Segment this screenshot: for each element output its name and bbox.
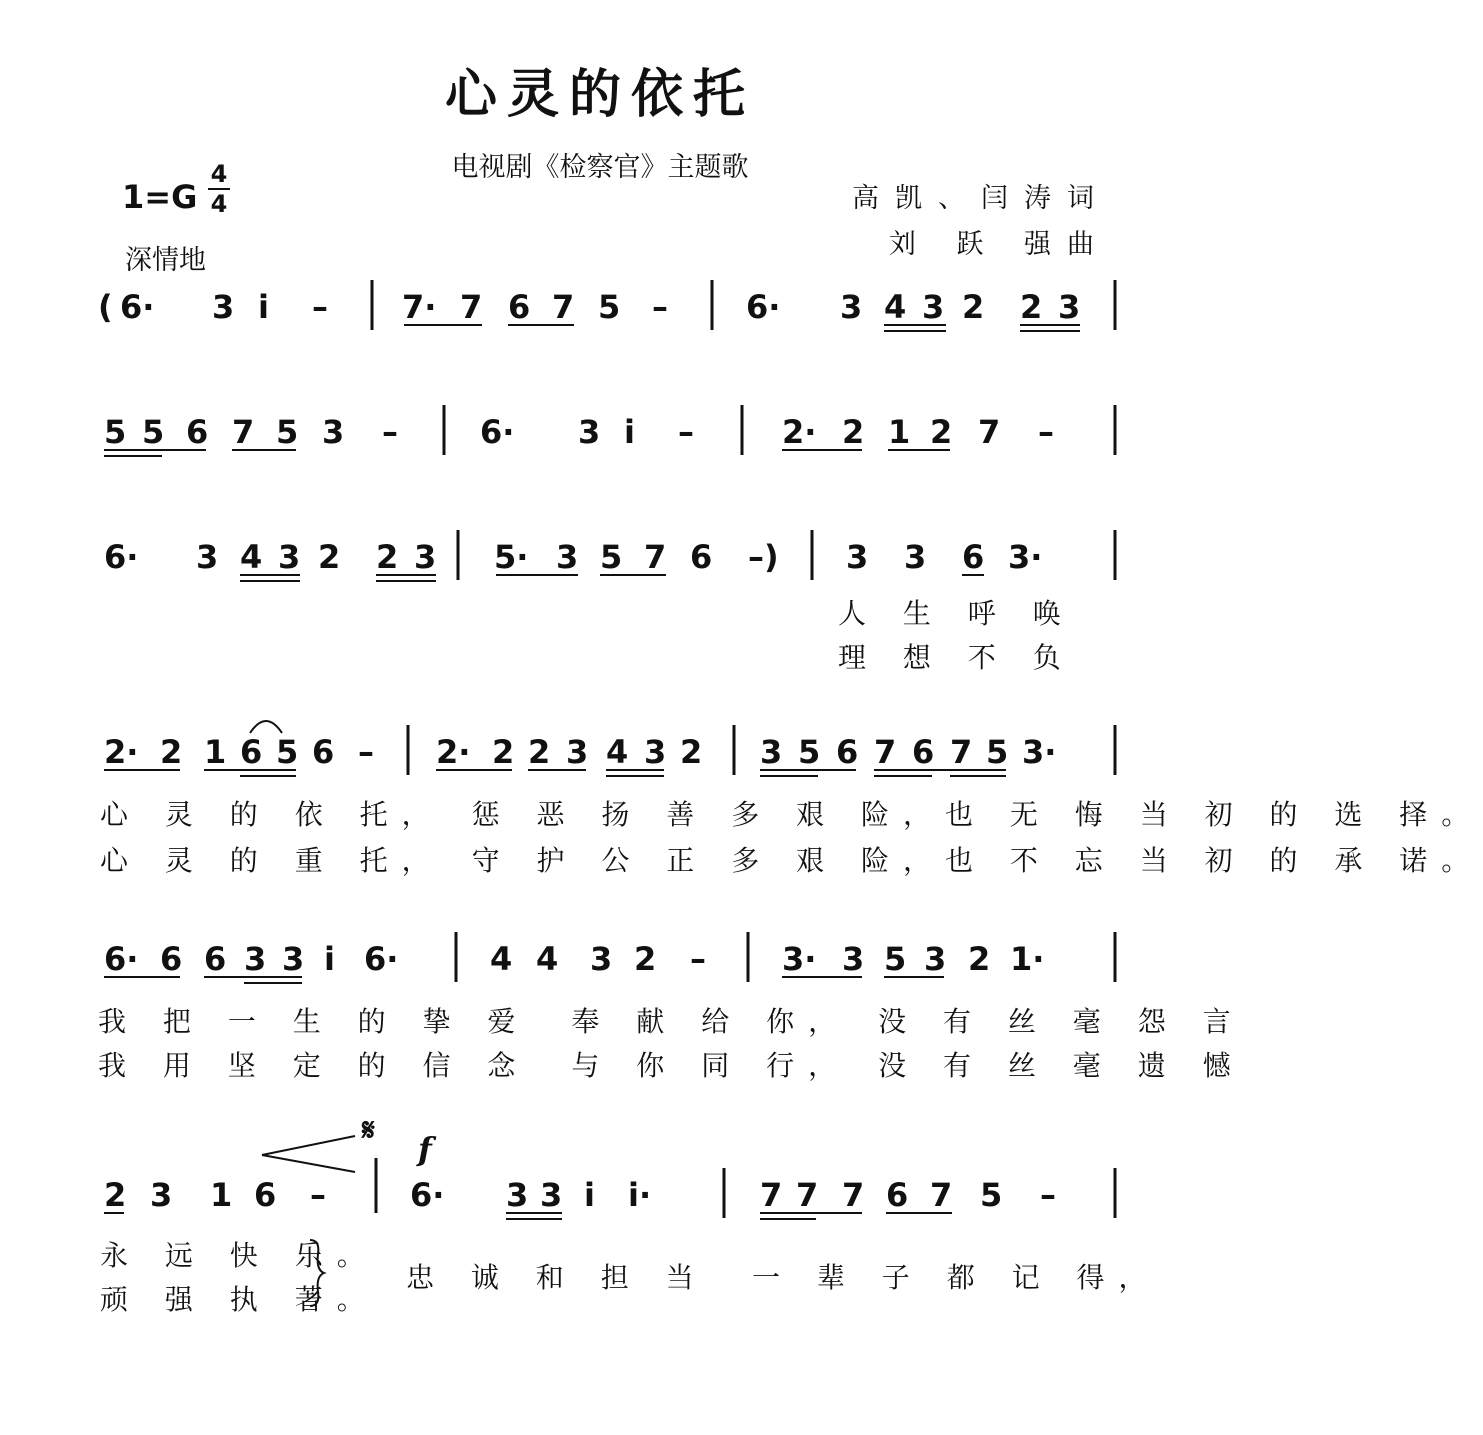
svg-text:6·: 6· xyxy=(410,1176,445,1214)
svg-text:2: 2 xyxy=(968,940,991,978)
svg-text:3: 3 xyxy=(1058,288,1081,326)
svg-text:–: – xyxy=(310,1176,326,1214)
svg-text:2: 2 xyxy=(376,538,399,576)
svg-text:3: 3 xyxy=(904,538,927,576)
svg-text:5: 5 xyxy=(142,413,165,451)
svg-text:7: 7 xyxy=(760,1176,783,1214)
svg-text:4: 4 xyxy=(490,940,513,978)
svg-text:1: 1 xyxy=(888,413,911,451)
lyric-line: 一 辈 子 都 记 得， xyxy=(752,1261,1161,1294)
svg-text:3: 3 xyxy=(244,940,267,978)
svg-text:3: 3 xyxy=(414,538,437,576)
svg-text:3: 3 xyxy=(196,538,219,576)
notation-line-3 xyxy=(0,520,1200,600)
music-system-5 xyxy=(0,922,1245,1082)
svg-text:5·: 5· xyxy=(494,538,529,576)
svg-text:3: 3 xyxy=(922,288,945,326)
svg-text:3: 3 xyxy=(322,413,345,451)
svg-text:6: 6 xyxy=(508,288,531,326)
svg-text:6·: 6· xyxy=(364,940,399,978)
tempo-marking: 深情地 xyxy=(125,245,206,276)
svg-text:3: 3 xyxy=(506,1176,529,1214)
svg-text:6·: 6· xyxy=(104,538,139,576)
svg-text:3: 3 xyxy=(278,538,301,576)
svg-text:–: – xyxy=(1040,1176,1056,1214)
svg-text:7: 7 xyxy=(930,1176,953,1214)
music-system-3 xyxy=(0,520,1200,674)
svg-text:5: 5 xyxy=(798,733,821,771)
svg-text:2: 2 xyxy=(528,733,551,771)
lyric-line: 人 生 呼 唤 xyxy=(838,597,1075,630)
svg-text:7: 7 xyxy=(978,413,1001,451)
svg-text:4: 4 xyxy=(606,733,629,771)
lyric-line: 忠 诚 和 担 当 xyxy=(406,1261,708,1294)
svg-text:7·: 7· xyxy=(402,288,437,326)
music-system-6 xyxy=(0,1113,1200,1316)
svg-text:3·: 3· xyxy=(1008,538,1043,576)
lyric-line: 心 灵 的 重 托， 守 护 公 正 多 艰 险，也 不 忘 当 初 的 承 诺。 xyxy=(100,844,1483,877)
lyric-line: 永 远 快 乐。 xyxy=(100,1239,379,1272)
svg-text:1: 1 xyxy=(204,733,227,771)
music-system-4 xyxy=(0,715,1483,877)
composer-credit: 刘 跃 强曲 xyxy=(888,229,1110,260)
notation-line-2 xyxy=(0,395,1200,475)
svg-text:1·: 1· xyxy=(1010,940,1045,978)
svg-text:3: 3 xyxy=(566,733,589,771)
svg-text:6: 6 xyxy=(160,940,183,978)
svg-text:7: 7 xyxy=(796,1176,819,1214)
svg-text:6: 6 xyxy=(312,733,335,771)
svg-text:2: 2 xyxy=(1020,288,1043,326)
svg-text:6·: 6· xyxy=(480,413,515,451)
notation-line-6 xyxy=(0,1158,1200,1238)
time-signature-bottom: 4 xyxy=(210,190,228,218)
verse-brace xyxy=(306,1238,326,1308)
svg-text:7: 7 xyxy=(460,288,483,326)
svg-text:3: 3 xyxy=(212,288,235,326)
svg-text:3·: 3· xyxy=(782,940,817,978)
svg-text:i: i xyxy=(584,1176,595,1214)
svg-text:3: 3 xyxy=(540,1176,563,1214)
svg-text:2: 2 xyxy=(104,1176,127,1214)
svg-text:2·: 2· xyxy=(436,733,471,771)
lyric-line: 心 灵 的 依 托， 惩 恶 扬 善 多 艰 险，也 无 悔 当 初 的 选 择。 xyxy=(100,798,1483,831)
svg-text:6: 6 xyxy=(240,733,263,771)
svg-text:–: – xyxy=(652,288,668,326)
svg-text:3: 3 xyxy=(150,1176,173,1214)
svg-text:7: 7 xyxy=(950,733,973,771)
svg-text:3: 3 xyxy=(840,288,863,326)
svg-text:5: 5 xyxy=(980,1176,1003,1214)
lyric-line: 理 想 不 负 xyxy=(838,641,1075,674)
svg-text:2: 2 xyxy=(634,940,657,978)
svg-text:6: 6 xyxy=(186,413,209,451)
svg-text:5: 5 xyxy=(276,413,299,451)
svg-text:2: 2 xyxy=(160,733,183,771)
svg-text:6·: 6· xyxy=(746,288,781,326)
svg-text:i: i xyxy=(324,940,335,978)
svg-text:3: 3 xyxy=(578,413,601,451)
svg-text:7: 7 xyxy=(232,413,255,451)
song-subtitle: 电视剧《检察官》主题歌 xyxy=(451,152,749,183)
svg-text:2: 2 xyxy=(930,413,953,451)
svg-text:5: 5 xyxy=(884,940,907,978)
song-title: 心灵的依托 xyxy=(444,64,755,125)
segno-sign: 𝄋 xyxy=(362,1113,375,1148)
svg-text:5: 5 xyxy=(600,538,623,576)
svg-text:i·: i· xyxy=(628,1176,652,1214)
svg-text:6: 6 xyxy=(912,733,935,771)
time-signature xyxy=(204,160,234,218)
svg-text:–: – xyxy=(358,733,374,771)
svg-text:3: 3 xyxy=(760,733,783,771)
svg-text:3: 3 xyxy=(282,940,305,978)
svg-text:i: i xyxy=(258,288,269,326)
svg-text:6: 6 xyxy=(204,940,227,978)
svg-text:2: 2 xyxy=(962,288,985,326)
svg-text:2: 2 xyxy=(680,733,703,771)
svg-text:6: 6 xyxy=(886,1176,909,1214)
svg-text:6·: 6· xyxy=(104,940,139,978)
svg-text:3: 3 xyxy=(924,940,947,978)
svg-text:4: 4 xyxy=(884,288,907,326)
music-system-2 xyxy=(0,395,1200,475)
svg-text:–: – xyxy=(678,413,694,451)
svg-text:i: i xyxy=(624,413,635,451)
svg-text:3: 3 xyxy=(846,538,869,576)
lyricist-credit: 高凯、闫涛词 xyxy=(852,183,1110,214)
svg-text:–: – xyxy=(690,940,706,978)
svg-text:3: 3 xyxy=(842,940,865,978)
svg-text:4: 4 xyxy=(536,940,559,978)
svg-text:3·: 3· xyxy=(1022,733,1057,771)
svg-text:2·: 2· xyxy=(104,733,139,771)
svg-text:6·: 6· xyxy=(120,288,155,326)
svg-text:6: 6 xyxy=(690,538,713,576)
svg-text:–: – xyxy=(312,288,328,326)
svg-text:2: 2 xyxy=(318,538,341,576)
svg-text:5: 5 xyxy=(276,733,299,771)
svg-text:3: 3 xyxy=(556,538,579,576)
lyric-line: 顽 强 执 著。 xyxy=(100,1283,379,1316)
svg-text:2: 2 xyxy=(842,413,865,451)
svg-text:5: 5 xyxy=(598,288,621,326)
svg-text:1: 1 xyxy=(210,1176,233,1214)
svg-text:7: 7 xyxy=(874,733,897,771)
svg-text:7: 7 xyxy=(644,538,667,576)
notation-line-5 xyxy=(0,922,1200,1002)
svg-text:6: 6 xyxy=(254,1176,277,1214)
svg-text:2·: 2· xyxy=(782,413,817,451)
music-system-1 xyxy=(0,270,1200,350)
time-signature-top: 4 xyxy=(210,160,228,188)
svg-text:–: – xyxy=(382,413,398,451)
svg-text:(: ( xyxy=(98,288,113,326)
notation-line-1 xyxy=(0,270,1200,350)
svg-text:7: 7 xyxy=(842,1176,865,1214)
key-signature: 1=G xyxy=(122,178,198,216)
svg-text:–: – xyxy=(1038,413,1054,451)
lyric-line: 我 把 一 生 的 挚 爱 奉 献 给 你， 没 有 丝 毫 怨 言 xyxy=(98,1005,1245,1038)
svg-text:6: 6 xyxy=(962,538,985,576)
svg-text:7: 7 xyxy=(552,288,575,326)
svg-text:5: 5 xyxy=(986,733,1009,771)
lyric-line: 我 用 坚 定 的 信 念 与 你 同 行， 没 有 丝 毫 遗 憾 xyxy=(98,1049,1245,1082)
svg-text:6: 6 xyxy=(836,733,859,771)
dynamic-forte: f xyxy=(418,1130,432,1168)
svg-text:2: 2 xyxy=(492,733,515,771)
svg-text:5: 5 xyxy=(104,413,127,451)
notation-line-4 xyxy=(0,715,1200,795)
svg-text:3: 3 xyxy=(644,733,667,771)
svg-text:4: 4 xyxy=(240,538,263,576)
svg-text:3: 3 xyxy=(590,940,613,978)
svg-text:–): –) xyxy=(748,538,779,576)
